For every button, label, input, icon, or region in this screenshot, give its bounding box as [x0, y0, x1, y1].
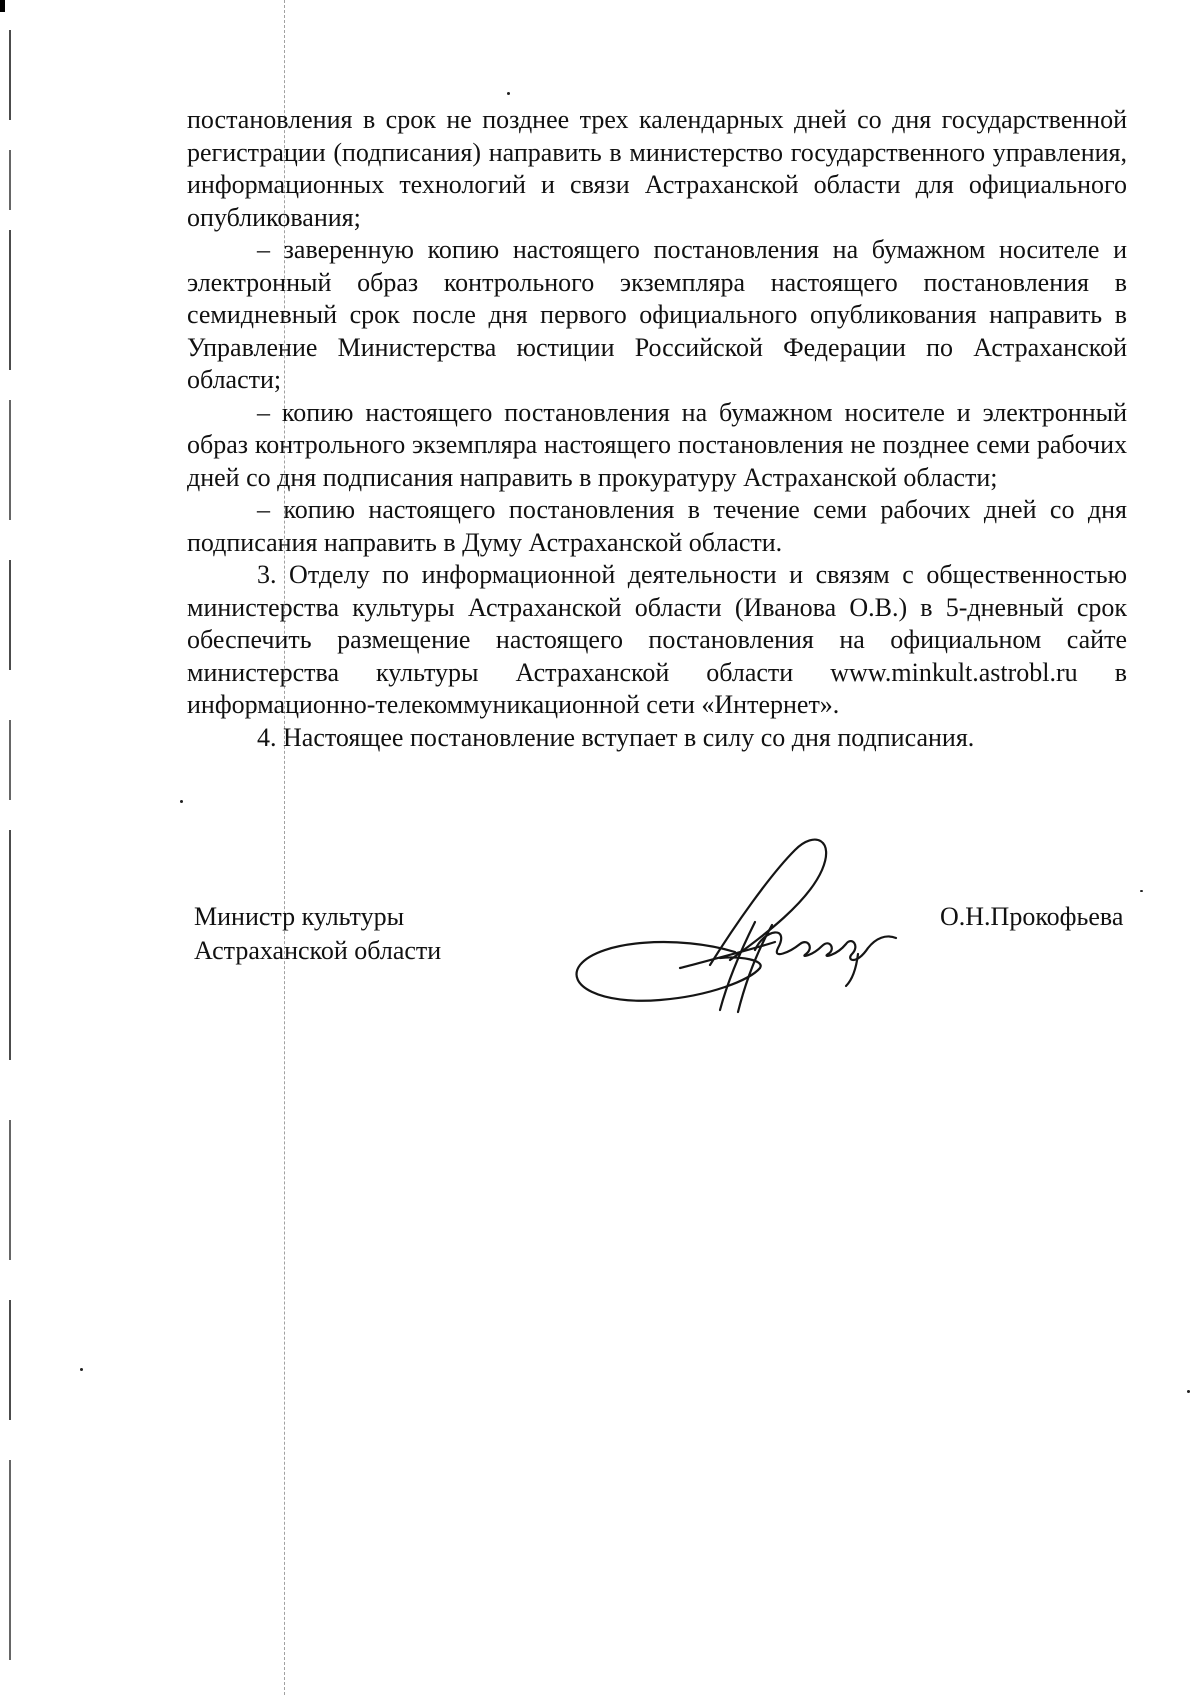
scan-edge-mark	[9, 150, 11, 210]
scan-edge-mark	[0, 0, 5, 12]
paragraph-item-4: 4. Настоящее постановление вступает в силу со дня подписания.	[257, 722, 975, 752]
handwritten-signature	[560, 830, 930, 1020]
scan-edge-mark	[9, 560, 11, 670]
scan-edge-mark	[9, 230, 11, 370]
signatory-position-line-2: Астраханской области	[194, 936, 442, 965]
scan-edge-mark	[9, 720, 11, 800]
scan-speck	[1140, 890, 1143, 892]
signer-name: О.Н.Прокофьева	[940, 902, 1124, 931]
paragraph-continuation: постановления в срок не позднее трех календарных дней со дня государственной регистрации (подписания) направить в министерство государственного управления, информационных технологий и связи Астраханской области для официального опубликования;	[187, 105, 1127, 232]
scan-speck	[1187, 1390, 1190, 1393]
paragraph-dash-item-1: – заверенную копию настоящего постановления на бумажном носителе и электронный образ контрольного экземпляра настоящего постановления в семидневный срок после дня первого официального опубликования направить в Управление Министерства юстиции Российской Федерации по Астраханской области;	[187, 235, 1127, 394]
scan-edge-mark	[9, 400, 11, 520]
scan-edge-mark	[9, 830, 11, 1060]
document-body	[187, 104, 1127, 754]
scan-speck	[507, 92, 510, 95]
scan-speck	[180, 800, 183, 803]
scan-edge-mark	[9, 1120, 11, 1260]
scan-edge-mark	[9, 30, 11, 120]
scan-speck	[80, 1368, 83, 1371]
scan-edge-mark	[9, 1300, 11, 1420]
signatory-position	[194, 900, 441, 968]
signatory-position-line-1: Министр культуры	[194, 902, 405, 931]
paragraph-dash-item-2: – копию настоящего постановления на бумажном носителе и электронный образ контрольного экземпляра настоящего постановления не позднее семи рабочих дней со дня подписания направить в прокуратуру Астраханской области;	[187, 397, 1127, 492]
paragraph-dash-item-3: – копию настоящего постановления в течение семи рабочих дней со дня подписания направить в Думу Астраханской области.	[187, 495, 1127, 557]
paragraph-item-3: 3. Отделу по информационной деятельности и связям с общественностью министерства культуры Астраханской области (Иванова О.В.) в 5-дневный срок обеспечить размещение настоящего постановления на официальном сайте министерства культуры Астраханской области www.minkult.astrobl.ru в информационно-телекоммуникационной сети «Интернет».	[187, 560, 1127, 719]
scan-edge-mark	[9, 1460, 11, 1660]
